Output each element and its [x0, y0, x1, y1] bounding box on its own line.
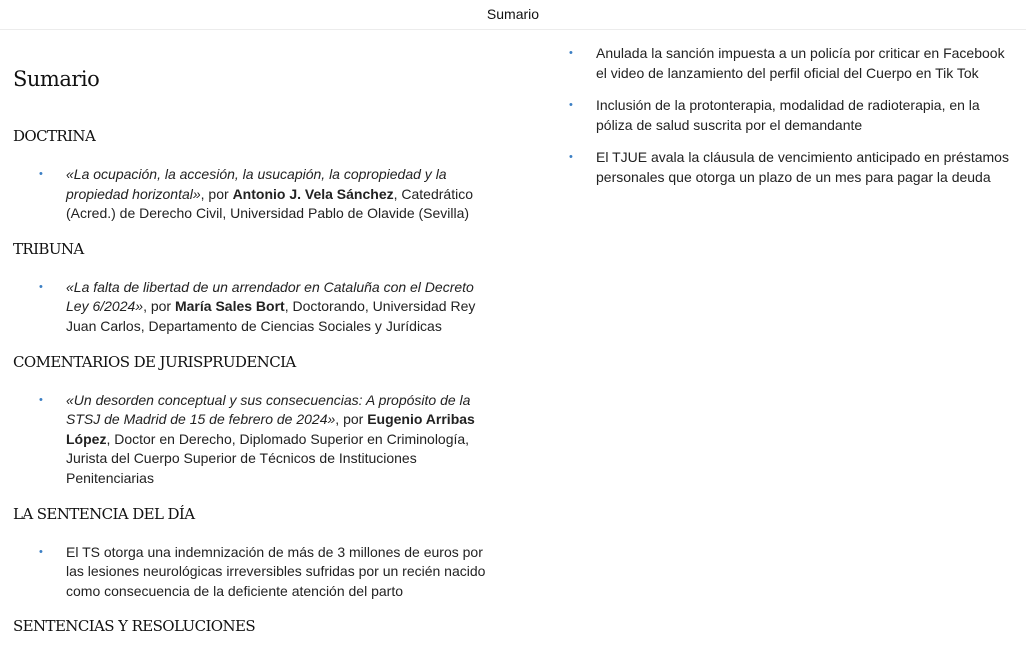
author-name: Antonio J. Vela Sánchez — [232, 185, 394, 202]
bullet-icon: • — [39, 545, 43, 558]
article-title: «La ocupación, la accesión, la usucapión, la copropiedad y la propiedad horizontal» — [66, 166, 447, 202]
document-title: Sumario — [13, 67, 100, 91]
bullet-icon: • — [39, 168, 43, 180]
by-text: , por — [143, 298, 175, 315]
author-affiliation: , Doctorando, Universidad Rey Juan Carlos, Departamento de Ciencias Sociales y Jurídicas — [66, 298, 476, 334]
section-tribuna — [13, 239, 493, 337]
item-list — [13, 165, 493, 224]
item-list — [13, 543, 493, 602]
item-text: El TJUE avala la cláusula de vencimiento anticipado en préstamos personales que otorga un plazo de un mes para pagar la deuda — [596, 149, 1009, 185]
list-item — [569, 148, 1019, 187]
item-text: Anulada la sanción impuesta a un policía por criticar en Facebook el video de lanzamiento del perfil oficial del Cuerpo en Tik Tok — [596, 45, 1005, 81]
section-sentencias-resoluciones — [13, 616, 493, 636]
section-doctrina — [13, 126, 493, 224]
item-text: Inclusión de la protonterapia, modalidad de radioterapia, en la póliza de salud suscrita por el demandante — [596, 97, 980, 133]
list-item — [13, 391, 493, 489]
section-title: TRIBUNA — [13, 239, 84, 258]
bullet-icon: • — [569, 151, 573, 164]
item-list — [569, 44, 1019, 188]
item-list — [13, 278, 493, 337]
list-item — [13, 165, 493, 224]
author-affiliation: , Doctor en Derecho, Diplomado Superior en Criminología, Jurista del Cuerpo Superior de Técnicos de Instituciones Penitenciarias — [66, 430, 470, 486]
author-name: Eugenio Arribas López — [66, 411, 475, 447]
list-item — [569, 44, 1019, 83]
author-name: María Sales Bort — [174, 298, 285, 315]
article-title: «Un desorden conceptual y sus consecuencias: A propósito de la STSJ de Madrid de 15 de febrero de 2024» — [66, 391, 471, 428]
window-title-bar — [0, 0, 1026, 30]
item-text: El TS otorga una indemnización de más de 3 millones de euros por las lesiones neurológicas irreversibles sufridas por un recién nacido como consecuencia de la deficiente atención del parto — [66, 543, 486, 599]
summary-right-column — [569, 44, 1019, 201]
list-item — [13, 278, 493, 337]
summary-left-column — [13, 30, 493, 636]
section-title: DOCTRINA — [13, 127, 96, 145]
bullet-icon: • — [569, 99, 573, 112]
section-title: SENTENCIAS Y RESOLUCIONES — [13, 617, 256, 636]
section-title: COMENTARIOS DE JURISPRUDENCIA — [13, 352, 296, 371]
list-item — [569, 96, 1019, 135]
by-text: , por — [335, 411, 368, 428]
article-title: «La falta de libertad de un arrendador en Cataluña con el Decreto Ley 6/2024» — [66, 278, 474, 315]
section-comentarios — [13, 352, 493, 489]
bullet-icon: • — [569, 47, 573, 59]
author-affiliation: , Catedrático (Acred.) de Derecho Civil, Universidad Pablo de Olavide (Sevilla) — [66, 185, 473, 222]
section-title: LA SENTENCIA DEL DÍA — [13, 504, 195, 523]
item-list — [13, 391, 493, 489]
section-sentencia-del-dia — [13, 504, 493, 602]
list-item — [13, 543, 493, 602]
by-text: , por — [200, 185, 233, 202]
bullet-icon: • — [39, 280, 43, 293]
bullet-icon: • — [39, 393, 43, 406]
window-title: Sumario — [486, 6, 540, 22]
